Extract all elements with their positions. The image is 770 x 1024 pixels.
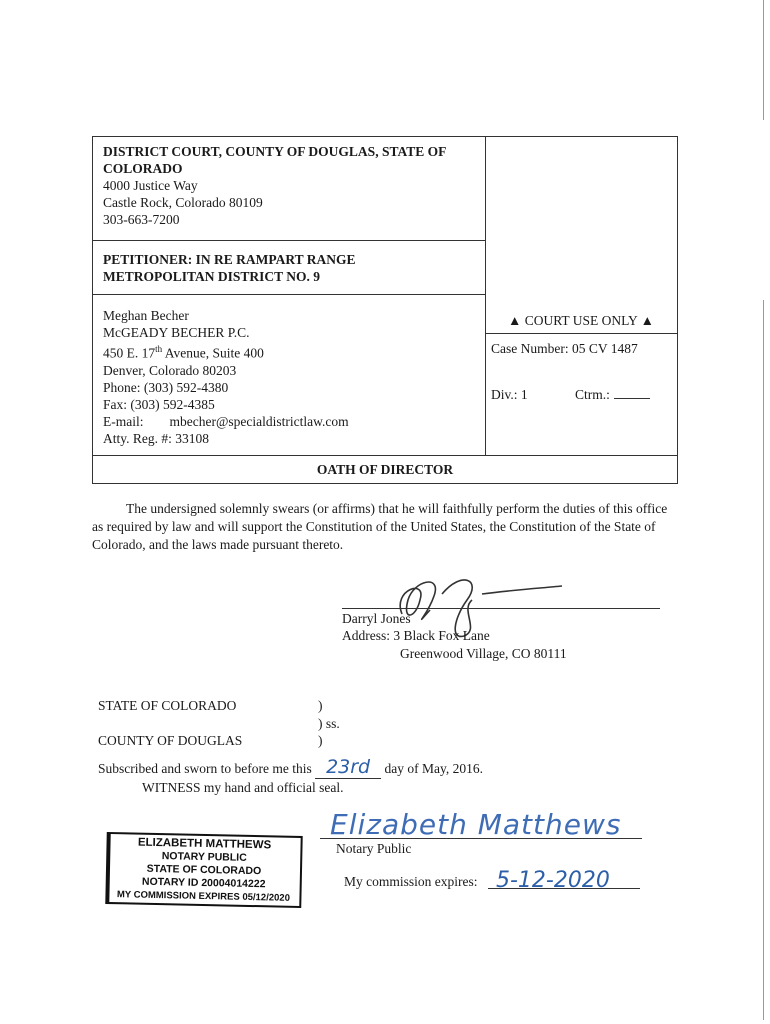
venue-ss: ) ss. bbox=[318, 716, 340, 731]
court-address1: 4000 Justice Way bbox=[103, 178, 198, 193]
court-name-line1: DISTRICT COURT, COUNTY OF DOUGLAS, STATE OF bbox=[103, 144, 447, 159]
scan-edge-line bbox=[763, 300, 764, 1020]
venue-state: STATE OF COLORADO bbox=[98, 698, 237, 713]
stamp-line2: NOTARY PUBLIC bbox=[161, 850, 247, 864]
venue-paren-bottom: ) bbox=[318, 733, 323, 748]
venue-county: COUNTY OF DOUGLAS bbox=[98, 733, 243, 748]
division: Div.: 1 bbox=[491, 387, 528, 402]
courtroom: Ctrm.: bbox=[575, 387, 650, 403]
scan-edge-line bbox=[763, 0, 764, 120]
venue-paren-top: ) bbox=[318, 698, 323, 713]
atty-reg: Atty. Reg. #: 33108 bbox=[103, 430, 209, 446]
jurat-day: 23rd bbox=[315, 756, 381, 779]
jurat-line: Subscribed and sworn to before me this 23rd day of May, 2016. bbox=[98, 756, 483, 778]
stamp-line5: MY COMMISSION EXPIRES 05/12/2020 bbox=[116, 889, 291, 904]
firm-name: McGEADY BECHER P.C. bbox=[103, 325, 250, 340]
firm-city: Denver, Colorado 80203 bbox=[103, 362, 237, 378]
petitioner-line2: METROPOLITAN DISTRICT NO. 9 bbox=[103, 269, 321, 284]
firm-email: E-mail: mbecher@specialdistrictlaw.com bbox=[103, 413, 349, 429]
court-address2: Castle Rock, Colorado 80109 bbox=[103, 195, 263, 210]
notary-signature-line bbox=[320, 838, 642, 839]
signer-block bbox=[342, 576, 662, 666]
caption-right-column bbox=[485, 137, 677, 455]
stamp-line4: NOTARY ID 20004014222 bbox=[141, 875, 266, 891]
court-name-line2: COLORADO bbox=[103, 161, 183, 176]
signature-line bbox=[342, 608, 660, 609]
court-caption bbox=[92, 136, 678, 484]
commission-value: 5-12-2020 bbox=[496, 868, 610, 893]
attorney-name: Meghan Becher bbox=[103, 308, 189, 323]
firm-address: 450 E. 17th Avenue, Suite 400 bbox=[103, 344, 264, 361]
firm-fax: Fax: (303) 592-4385 bbox=[103, 396, 215, 412]
signer-address: Address: 3 Black Fox Lane bbox=[342, 628, 490, 643]
oath-paragraph: The undersigned solemnly swears (or affirms) that he will faithfully perform the duties of this office as required by law and will support the Constitution of the United States, the Constitution of the State of Colorado, and the laws made pursuant thereto. bbox=[92, 501, 668, 552]
stamp-line3: STATE OF COLORADO bbox=[146, 862, 262, 878]
signer-city: Greenwood Village, CO 80111 bbox=[400, 646, 567, 661]
attorney-cell bbox=[93, 295, 485, 455]
notary-stamp bbox=[105, 832, 302, 908]
court-info-cell bbox=[93, 137, 485, 241]
court-phone: 303-663-7200 bbox=[103, 212, 180, 227]
signer-name: Darryl Jones bbox=[342, 611, 411, 626]
document-title: OATH OF DIRECTOR bbox=[93, 455, 677, 484]
petitioner-line1: PETITIONER: IN RE RAMPART RANGE bbox=[103, 252, 356, 267]
stamp-name: ELIZABETH MATTHEWS bbox=[137, 836, 272, 852]
firm-phone: Phone: (303) 592-4380 bbox=[103, 379, 229, 395]
notary-signature: Elizabeth Matthews bbox=[330, 808, 622, 841]
court-use-only: ▲ COURT USE ONLY ▲ bbox=[485, 313, 677, 334]
witness-line: WITNESS my hand and official seal. bbox=[142, 780, 344, 795]
case-number: Case Number: 05 CV 1487 bbox=[491, 341, 638, 356]
notary-public-label: Notary Public bbox=[336, 841, 412, 856]
caption-left-column bbox=[93, 137, 486, 455]
petitioner-cell bbox=[93, 241, 485, 295]
commission-label: My commission expires: bbox=[344, 874, 478, 889]
